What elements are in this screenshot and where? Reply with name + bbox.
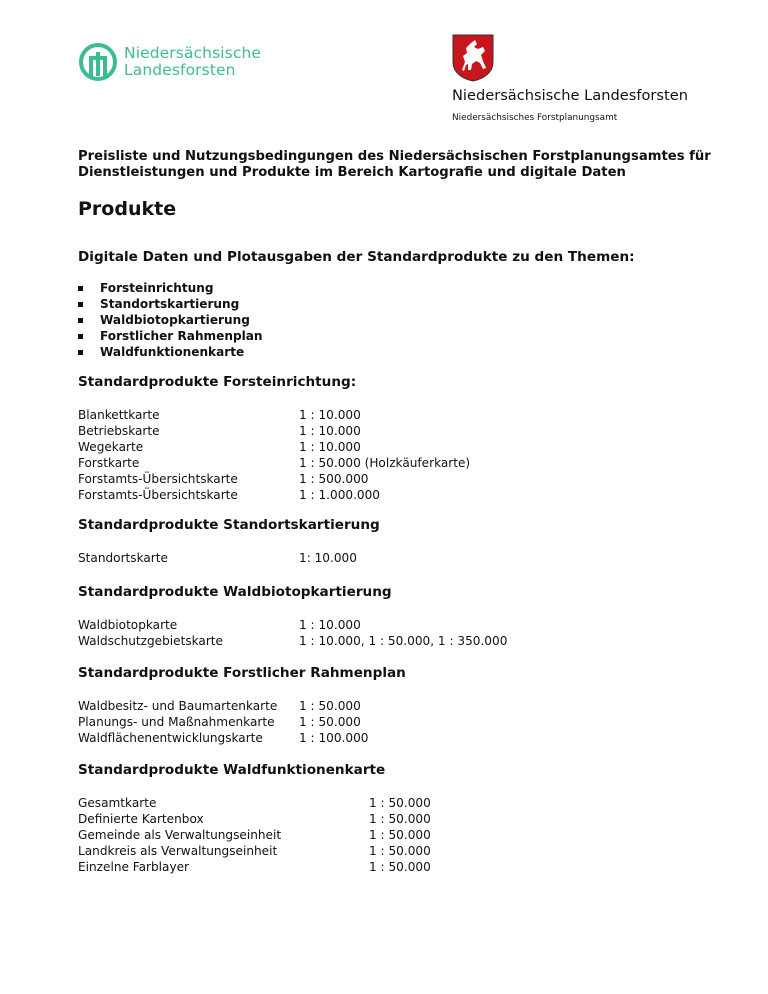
theme-item <box>78 312 263 328</box>
theme-label: Waldfunktionenkarte <box>100 345 245 359</box>
product-name: Waldbesitz- und Baumartenkarte <box>78 699 278 713</box>
product-scale: 1 : 50.000 <box>299 699 361 713</box>
product-list-waldbiotopkartierung <box>78 617 507 649</box>
product-name: Forstkarte <box>78 456 140 470</box>
organization-subtitle: Niedersächsisches Forstplanungsamt <box>452 113 618 123</box>
product-scale: 1 : 10.000 <box>299 618 361 632</box>
product-row <box>78 471 470 487</box>
product-list-forsteinrichtung <box>78 407 470 503</box>
product-name: Definierte Kartenbox <box>78 812 204 826</box>
product-scale: 1 : 10.000, 1 : 50.000, 1 : 350.000 <box>299 634 508 648</box>
product-row <box>78 423 470 439</box>
theme-label: Forsteinrichtung <box>100 281 214 295</box>
product-scale: 1 : 10.000 <box>299 424 361 438</box>
theme-label: Forstlicher Rahmenplan <box>100 329 263 343</box>
landesforsten-logo <box>78 42 261 82</box>
product-scale: 1 : 500.000 <box>299 472 369 486</box>
product-name: Planungs- und Maßnahmenkarte <box>78 715 275 729</box>
theme-item <box>78 328 263 344</box>
product-row <box>78 811 431 827</box>
section-heading-rahmenplan: Standardprodukte Forstlicher Rahmenplan <box>78 665 406 681</box>
product-name: Waldbiotopkarte <box>78 618 178 632</box>
page-heading: Produkte <box>78 198 177 220</box>
product-name: Gesamtkarte <box>78 796 157 810</box>
horse-icon <box>452 34 494 82</box>
product-scale: 1 : 100.000 <box>299 731 369 745</box>
theme-item <box>78 296 263 312</box>
product-row <box>78 730 368 746</box>
product-row <box>78 827 431 843</box>
section-heading-standortskartierung: Standardprodukte Standortskartierung <box>78 517 380 533</box>
theme-label: Waldbiotopkartierung <box>100 313 250 327</box>
product-row <box>78 487 470 503</box>
product-name: Landkreis als Verwaltungseinheit <box>78 844 278 858</box>
product-scale: 1 : 50.000 <box>369 828 431 842</box>
product-name: Blankettkarte <box>78 408 160 422</box>
product-scale: 1 : 50.000 <box>369 796 431 810</box>
product-row <box>78 439 470 455</box>
bullet-icon <box>78 350 83 355</box>
logo-line-2: Landesforsten <box>124 61 236 79</box>
product-scale: 1 : 50.000 <box>369 812 431 826</box>
bullet-icon <box>78 318 83 323</box>
product-name: Gemeinde als Verwaltungseinheit <box>78 828 282 842</box>
product-name: Standortskarte <box>78 551 168 565</box>
product-row <box>78 795 431 811</box>
product-name: Betriebskarte <box>78 424 160 438</box>
product-row <box>78 407 470 423</box>
product-scale: 1: 10.000 <box>299 551 357 565</box>
product-scale: 1 : 1.000.000 <box>299 488 381 502</box>
product-row <box>78 455 470 471</box>
document-title: Preisliste und Nutzungsbedingungen des Niedersächsischen Forstplanungsamtes für Dienstleistungen und Produkte im Bereich Kartografie und digitale Daten <box>78 149 711 180</box>
product-row <box>78 550 357 566</box>
product-name: Waldschutzgebietskarte <box>78 634 223 648</box>
product-list-waldfunktionenkarte <box>78 795 431 875</box>
product-scale: 1 : 10.000 <box>299 440 361 454</box>
product-name: Forstamts-Übersichtskarte <box>78 488 238 502</box>
logo-wordmark <box>124 45 261 79</box>
tree-logo-icon <box>78 42 118 82</box>
organization-name: Niedersächsische Landesforsten <box>452 87 688 104</box>
product-scale: 1 : 50.000 (Holzkäuferkarte) <box>299 456 471 470</box>
product-name: Waldflächenentwicklungskarte <box>78 731 263 745</box>
theme-item <box>78 344 263 360</box>
bullet-icon <box>78 286 83 291</box>
section-heading-waldbiotopkartierung: Standardprodukte Waldbiotopkartierung <box>78 584 392 600</box>
section-heading-forsteinrichtung: Standardprodukte Forsteinrichtung: <box>78 374 357 390</box>
bullet-icon <box>78 334 83 339</box>
product-row <box>78 714 368 730</box>
product-row <box>78 633 507 649</box>
product-name: Einzelne Farblayer <box>78 860 190 874</box>
product-row <box>78 698 368 714</box>
product-list-standortskartierung <box>78 550 357 566</box>
product-row <box>78 617 507 633</box>
product-row <box>78 843 431 859</box>
product-scale: 1 : 10.000 <box>299 408 361 422</box>
product-name: Forstamts-Übersichtskarte <box>78 472 238 486</box>
product-scale: 1 : 50.000 <box>299 715 361 729</box>
intro-heading: Digitale Daten und Plotausgaben der Standardprodukte zu den Themen: <box>78 249 635 265</box>
theme-item <box>78 280 263 296</box>
product-row <box>78 859 431 875</box>
logo-line-1: Niedersächsische <box>124 44 262 62</box>
product-scale: 1 : 50.000 <box>369 860 431 874</box>
product-list-rahmenplan <box>78 698 368 746</box>
product-name: Wegekarte <box>78 440 144 454</box>
theme-list <box>78 280 263 360</box>
coat-of-arms <box>452 34 494 86</box>
product-scale: 1 : 50.000 <box>369 844 431 858</box>
bullet-icon <box>78 302 83 307</box>
section-heading-waldfunktionenkarte: Standardprodukte Waldfunktionenkarte <box>78 762 386 778</box>
theme-label: Standortskartierung <box>100 297 240 311</box>
